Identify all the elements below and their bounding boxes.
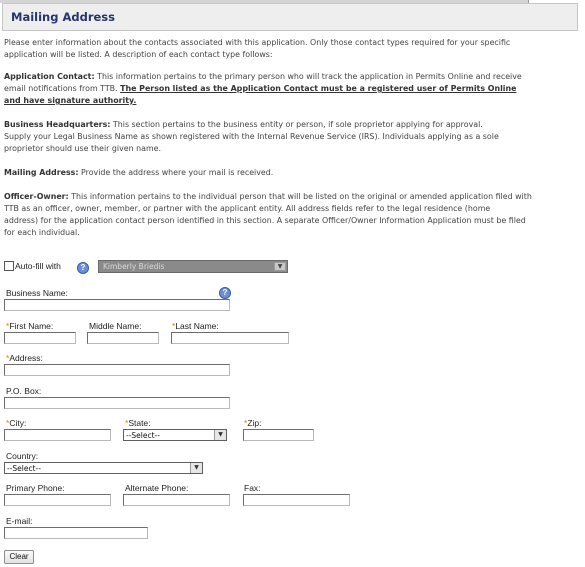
po-box-label: P.O. Box: bbox=[6, 386, 42, 396]
section-header bbox=[2, 3, 578, 31]
first-name-input[interactable] bbox=[4, 332, 76, 344]
officer-owner-heading: Officer-Owner: bbox=[4, 192, 69, 201]
last-name-input[interactable] bbox=[171, 332, 289, 344]
application-contact-heading: Application Contact: bbox=[4, 72, 95, 81]
mailing-address-text bbox=[4, 167, 576, 179]
business-hq-text-2: Supply your Legal Business Name as shown registered with the Internal Revenue Service (IRS). Individuals applying as a sole bbox=[4, 132, 499, 141]
email-input[interactable] bbox=[4, 527, 148, 539]
address-text: Address: bbox=[9, 353, 43, 363]
fax-label: Fax: bbox=[244, 483, 261, 493]
question-icon[interactable]: ? bbox=[77, 262, 89, 274]
po-box-input[interactable] bbox=[4, 397, 230, 409]
application-contact-emphasis-1: The Person listed as the Application Contact must be a registered user of Permits Online bbox=[120, 84, 517, 93]
city-label bbox=[6, 418, 26, 428]
primary-phone-input[interactable] bbox=[4, 494, 111, 506]
primary-phone-label: Primary Phone: bbox=[6, 483, 65, 493]
required-mark: * bbox=[6, 418, 10, 428]
business-hq-heading: Business Headquarters: bbox=[4, 120, 111, 129]
chevron-down-icon: ▼ bbox=[274, 262, 286, 271]
autofill-label: Auto-fill with bbox=[15, 261, 61, 271]
country-selected-value: --Select-- bbox=[7, 464, 41, 473]
clear-button[interactable]: Clear bbox=[4, 550, 34, 564]
intro-line-2: application will be listed. A description of each contact type follows: bbox=[4, 50, 273, 59]
autofill-checkbox[interactable] bbox=[4, 261, 14, 271]
state-selected-value: --Select-- bbox=[126, 431, 160, 440]
first-name-label bbox=[6, 321, 53, 331]
application-contact-text-2: email notifications from TTB. bbox=[4, 84, 121, 93]
officer-owner-text-1: This information pertains to the individual person that will be listed on the original or amended application filed with bbox=[68, 192, 532, 201]
zip-label bbox=[244, 418, 261, 428]
autofill-selected-value: Kimberly Briedis bbox=[103, 262, 165, 271]
required-mark: * bbox=[6, 321, 10, 331]
last-name-text: Last Name: bbox=[175, 321, 219, 331]
autofill-select[interactable] bbox=[98, 260, 288, 273]
required-mark: * bbox=[125, 418, 129, 428]
alternate-phone-label: Alternate Phone: bbox=[125, 483, 189, 493]
mailing-address-description: Provide the address where your mail is received. bbox=[78, 168, 274, 177]
application-contact-emphasis-2: and have signature authority. bbox=[4, 96, 137, 105]
first-name-text: First Name: bbox=[9, 321, 54, 331]
required-mark: * bbox=[6, 353, 10, 363]
middle-name-input[interactable] bbox=[87, 332, 159, 344]
question-icon[interactable]: ? bbox=[219, 287, 231, 299]
zip-input[interactable] bbox=[243, 429, 314, 441]
alternate-phone-input[interactable] bbox=[123, 494, 230, 506]
business-name-input[interactable] bbox=[4, 299, 230, 311]
country-label: Country: bbox=[6, 451, 39, 461]
officer-owner-text-2: TTB as an officer, owner, member, or partner with the applicant entity. All address fields refer to the legal residence (home bbox=[4, 204, 491, 213]
business-hq-text-3: proprietor should use their given name. bbox=[4, 144, 162, 153]
intro-text bbox=[4, 37, 576, 61]
mailing-address-heading: Mailing Address: bbox=[4, 168, 79, 177]
last-name-label bbox=[172, 321, 219, 331]
state-label bbox=[125, 418, 151, 428]
business-name-label: Business Name: bbox=[6, 288, 68, 298]
email-label: E-mail: bbox=[6, 516, 33, 526]
address-input[interactable] bbox=[4, 364, 230, 376]
officer-owner-text-3: address) for the application contact person identified in this section. A separate Officer/Owner Information Application must be filed bbox=[4, 216, 526, 225]
state-text: State: bbox=[128, 418, 151, 428]
application-contact-text bbox=[4, 71, 576, 107]
officer-owner-text-4: for each individual. bbox=[4, 228, 80, 237]
chevron-down-icon: ▼ bbox=[214, 430, 226, 440]
officer-owner-text bbox=[4, 191, 576, 239]
required-mark: * bbox=[172, 321, 176, 331]
country-select[interactable] bbox=[4, 462, 203, 474]
fax-input[interactable] bbox=[243, 494, 350, 506]
business-hq-text-1: This section pertains to the business entity or person, if sole proprietor applying for approval. bbox=[110, 120, 483, 129]
application-contact-text-1: This information pertains to the primary person who will track the application in Permits Online and receive bbox=[94, 72, 522, 81]
city-input[interactable] bbox=[4, 429, 111, 441]
state-select[interactable] bbox=[123, 429, 227, 441]
address-label bbox=[6, 353, 43, 363]
zip-text: Zip: bbox=[247, 418, 262, 428]
required-mark: * bbox=[244, 418, 248, 428]
business-hq-text bbox=[4, 119, 576, 155]
chevron-down-icon: ▼ bbox=[190, 463, 202, 473]
intro-line-1: Please enter information about the contacts associated with this application. Only those contact types required for your specific bbox=[4, 38, 511, 47]
section-title: Mailing Address bbox=[11, 10, 115, 24]
middle-name-label: Middle Name: bbox=[89, 321, 142, 331]
city-text: City: bbox=[9, 418, 27, 428]
